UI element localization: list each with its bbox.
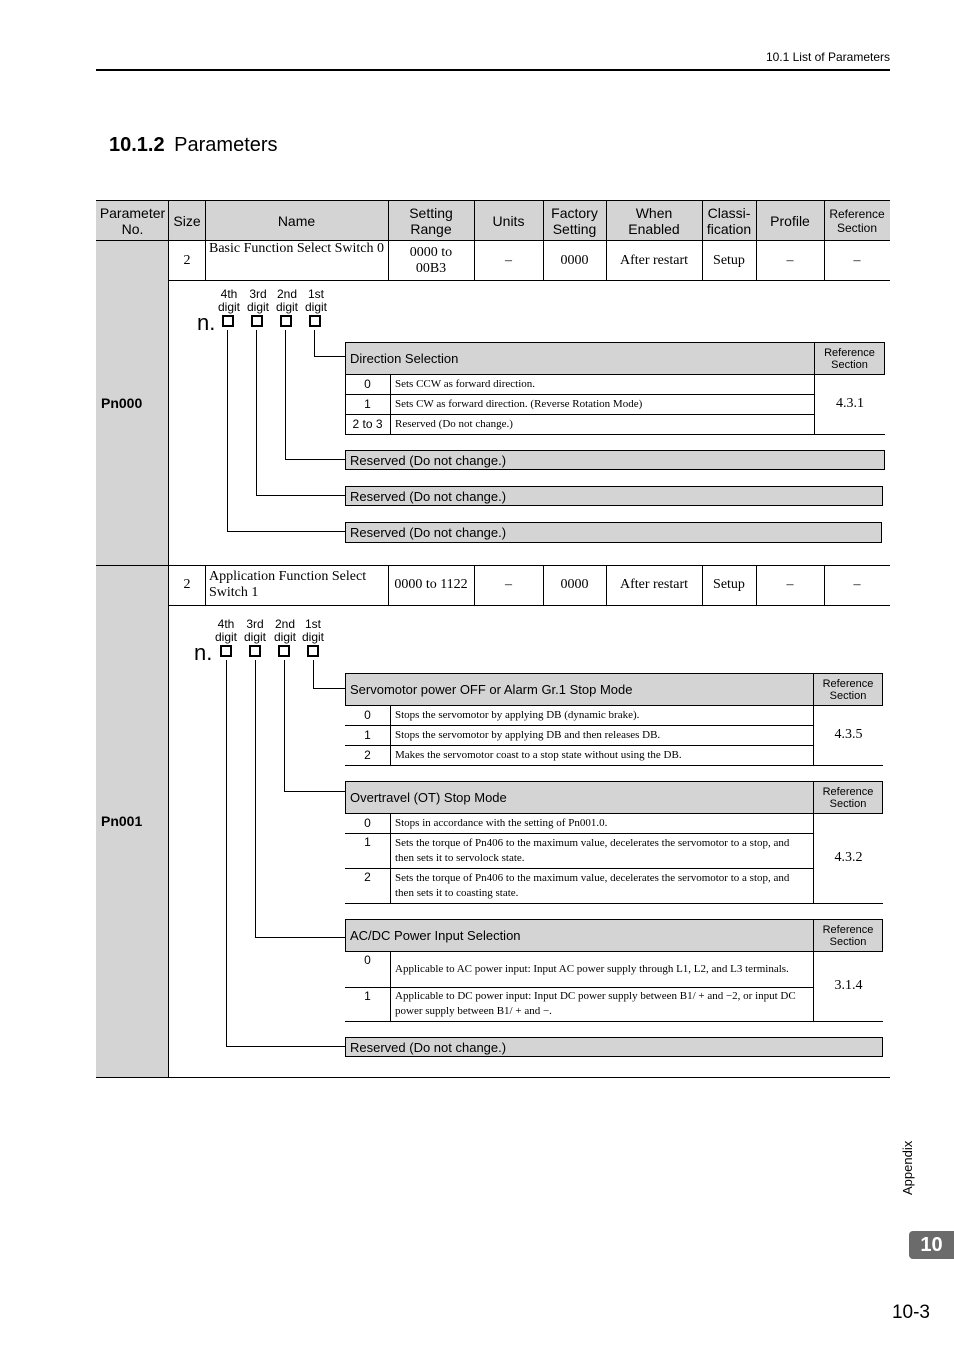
digit-box-4th [222,315,234,327]
digit-ordinal: 4th [217,617,235,631]
ref-section-header [813,673,883,706]
direction-code: 0 [364,377,371,391]
direction-desc: Sets CCW as forward direction. [395,377,536,390]
ot-code: 0 [364,816,371,830]
acdc-desc: Applicable to DC power input: Input DC power supply between B1/ + and −2, or input DC power supply between B1/ + and −. [395,990,796,1017]
section-number: 10.1.2 [109,134,165,156]
col-header-classification [702,200,756,241]
digit-word: digit [273,630,296,644]
ot-stop-mode-title: Overtravel (OT) Stop Mode [345,781,814,814]
pn001-size: 2 [183,577,191,592]
pn000-reference: – [853,253,861,268]
connector-4th [227,531,345,532]
pn000-when: After restart [619,253,689,268]
ref-header-text: Section [831,358,868,371]
stop-code: 2 [364,748,371,762]
stop-ref: 4.3.5 [834,727,863,742]
col-header-setting-range [388,200,474,241]
digit-box-4th [220,645,232,657]
subtable-rule [345,745,814,746]
col-header-text: Classi- [707,204,751,221]
col-header-text: Enabled [628,220,680,237]
stop-code: 0 [364,708,371,722]
subtable-rule [345,394,815,395]
col-header-text: Range [410,220,452,237]
ref-header-text: Reference [822,677,874,690]
pn001-classification: Setup [713,577,745,592]
connector-4th [226,660,227,1047]
connector-1st [313,688,345,689]
pn000-factory: 0000 [560,253,589,268]
subtable-rule [345,765,883,766]
digit-ordinal: 2nd [274,617,296,631]
digit-box-3rd [249,645,261,657]
connector-2nd [285,459,345,460]
subtable-rule [345,903,883,904]
subtable-rule [345,1021,883,1022]
direction-selection-title: Direction Selection [345,342,815,375]
col-header-text: Profile [770,212,810,229]
connector-2nd [284,791,345,792]
table-rule [205,565,206,606]
digit-label-4th [214,288,244,314]
section-title: Parameters [174,134,278,156]
ref-header-text: Section [829,935,867,948]
col-header-text: Name [277,212,316,229]
table-rule [543,565,544,606]
pn000-units: – [505,253,512,268]
connector-4th [227,330,228,532]
pn000-classification: Setup [713,253,745,268]
ref-section-header [814,342,885,375]
digit-word: digit [275,300,298,314]
digit-label-3rd [243,288,273,314]
acdc-code: 1 [364,989,371,1003]
col-header-reference-section [824,200,890,241]
col-header-text: Section [836,220,878,235]
digit-ordinal: 4th [220,287,238,301]
table-rule [388,565,389,606]
direction-ref: 4.3.1 [836,396,864,411]
digit-label-1st [301,288,331,314]
table-rule [169,605,890,606]
table-rule [388,200,389,281]
col-header-text: Setting [552,220,597,237]
digit-word: digit [246,300,269,314]
direction-code: 1 [364,397,371,411]
table-rule [168,200,169,1078]
digit-ordinal: 3rd [246,617,264,631]
ref-header-text: Reference [824,346,875,359]
ref-header-text: Reference [822,923,874,936]
subtable-rule [345,414,815,415]
reserved-bar-4th: Reserved (Do not change.) [345,522,882,543]
subtable-rule [390,951,391,1021]
section-heading [109,134,278,157]
pn000-name: Basic Function Select Switch 0 [209,241,384,256]
digit-box-1st [309,315,321,327]
param-no-text: Pn001 [101,813,143,829]
digit-label-3rd [240,618,270,644]
digit-label-2nd [270,618,300,644]
stop-desc: Stops the servomotor by applying DB (dynamic brake). [395,708,640,721]
subtable-rule [813,951,814,1021]
pn000-size: 2 [183,253,191,268]
connector-2nd [285,330,286,460]
table-rule [756,565,757,606]
reserved-bar-3rd: Reserved (Do not change.) [345,486,883,506]
col-header-text: Size [173,212,201,229]
running-header: 10.1 List of Parameters [765,50,890,64]
digit-label-4th [211,618,241,644]
pn001-range: 0000 to 1122 [394,577,468,592]
stop-desc: Makes the servomotor coast to a stop state without using the DB. [395,748,682,761]
digit-word: digit [301,630,324,644]
pn001-reference: – [853,577,861,592]
n-prefix: n. [194,640,213,665]
subtable-rule [390,374,391,434]
table-rule [543,200,544,281]
digit-word: digit [243,630,266,644]
digit-box-2nd [280,315,292,327]
digit-word: digit [214,630,237,644]
ref-section-header [813,919,883,952]
table-rule [474,565,475,606]
table-rule [702,200,703,281]
stop-desc: Stops the servomotor by applying DB and then releases DB. [395,728,661,741]
table-rule [96,240,890,241]
ot-code: 1 [364,835,371,849]
col-header-units [474,200,543,241]
acdc-ref: 3.1.4 [834,978,863,993]
param-no-pn001 [96,565,169,1077]
subtable-rule [813,813,814,903]
table-rule [96,1077,890,1078]
digit-word: digit [304,300,327,314]
direction-desc: Reserved (Do not change.) [395,417,513,430]
ot-desc: Sets the torque of Pn406 to the maximum value, decelerates the servomotor to a stop, and then sets it to servolock state. [395,836,790,864]
stop-mode-title: Servomotor power OFF or Alarm Gr.1 Stop Mode [345,673,814,706]
table-rule [474,200,475,281]
col-header-profile [756,200,824,241]
direction-code: 2 to 3 [352,417,383,431]
digit-label-1st [298,618,328,644]
pn001-profile: – [786,577,794,592]
digit-word: digit [217,300,240,314]
subtable-rule [345,374,346,434]
ref-section-header [813,781,883,814]
col-header-parameter-no [96,200,169,241]
ot-desc: Sets the torque of Pn406 to the maximum value, decelerates the servomotor to a stop, and then sets it to coasting state. [395,871,790,899]
col-header-text: Reference [829,206,885,221]
connector-3rd [256,330,257,496]
col-header-factory-setting [543,200,606,241]
ot-ref: 4.3.2 [834,850,863,865]
subtable-rule [390,813,391,903]
col-header-text: Units [492,212,525,229]
table-rule [702,565,703,606]
n-prefix: n. [197,310,216,335]
ref-header-text: Section [829,797,867,810]
subtable-rule [345,833,814,834]
col-header-size [169,200,205,241]
digit-ordinal: 3rd [249,287,267,301]
direction-desc: Sets CW as forward direction. (Reverse Rotation Mode) [395,397,643,410]
table-rule [824,200,825,281]
subtable-rule [345,987,814,988]
pn001-factory: 0000 [560,577,589,592]
col-header-text: Parameter [99,204,166,221]
acdc-code: 0 [364,953,371,967]
connector-1st [313,660,314,689]
digit-box-1st [307,645,319,657]
pn001-when: After restart [619,577,689,592]
side-tab-appendix [884,1140,944,1210]
subtable-rule [390,705,391,765]
connector-2nd [284,660,285,792]
stop-code: 1 [364,728,371,742]
table-rule [205,200,206,281]
ot-desc: Stops in accordance with the setting of Pn001.0. [395,816,608,829]
connector-1st [314,330,315,357]
param-no-text: Pn000 [101,395,143,411]
pn000-range: 0000 to 00B3 [409,245,453,276]
col-header-text: When [635,204,673,221]
pn000-profile: – [786,253,794,268]
pn001-name: Application Function Select Switch 1 [209,569,367,600]
subtable-rule [813,705,814,765]
connector-1st [314,356,345,357]
subtable-rule [345,434,885,435]
reserved-bar-2nd: Reserved (Do not change.) [345,450,885,470]
digit-box-3rd [251,315,263,327]
table-rule [606,200,607,281]
side-tab-label: Appendix [900,1140,915,1195]
param-no-pn000 [96,241,169,565]
col-header-text: fication [706,220,752,237]
chapter-tab: 10 [909,1231,954,1259]
digit-ordinal: 1st [304,617,321,631]
digit-label-2nd [272,288,302,314]
digit-ordinal: 2nd [276,287,298,301]
subtable-rule [814,374,815,434]
header-rule [96,69,890,71]
col-header-text: No. [121,220,144,237]
page-number: 10-3 [891,1302,930,1323]
table-rule [756,200,757,281]
table-rule [96,565,890,566]
col-header-text: Factory [551,204,598,221]
connector-4th [226,1046,345,1047]
ot-code: 2 [364,870,371,884]
acdc-power-input-title: AC/DC Power Input Selection [345,919,814,952]
col-header-text: Setting [409,204,453,221]
ref-header-text: Reference [822,785,874,798]
subtable-rule [345,868,814,869]
reserved-bar-4th: Reserved (Do not change.) [345,1037,883,1057]
acdc-desc: Applicable to AC power input: Input AC power supply through L1, L2, and L3 terminals. [395,962,789,975]
connector-3rd [255,660,256,938]
pn001-units: – [505,577,512,592]
table-rule [606,565,607,606]
ref-header-text: Section [829,689,867,702]
table-rule [824,565,825,606]
connector-3rd [256,495,345,496]
subtable-rule [345,725,814,726]
col-header-name [205,200,388,241]
digit-ordinal: 1st [307,287,324,301]
connector-3rd [255,937,345,938]
table-rule [169,280,890,281]
table-rule [96,200,890,201]
digit-box-2nd [278,645,290,657]
col-header-when-enabled [606,200,702,241]
